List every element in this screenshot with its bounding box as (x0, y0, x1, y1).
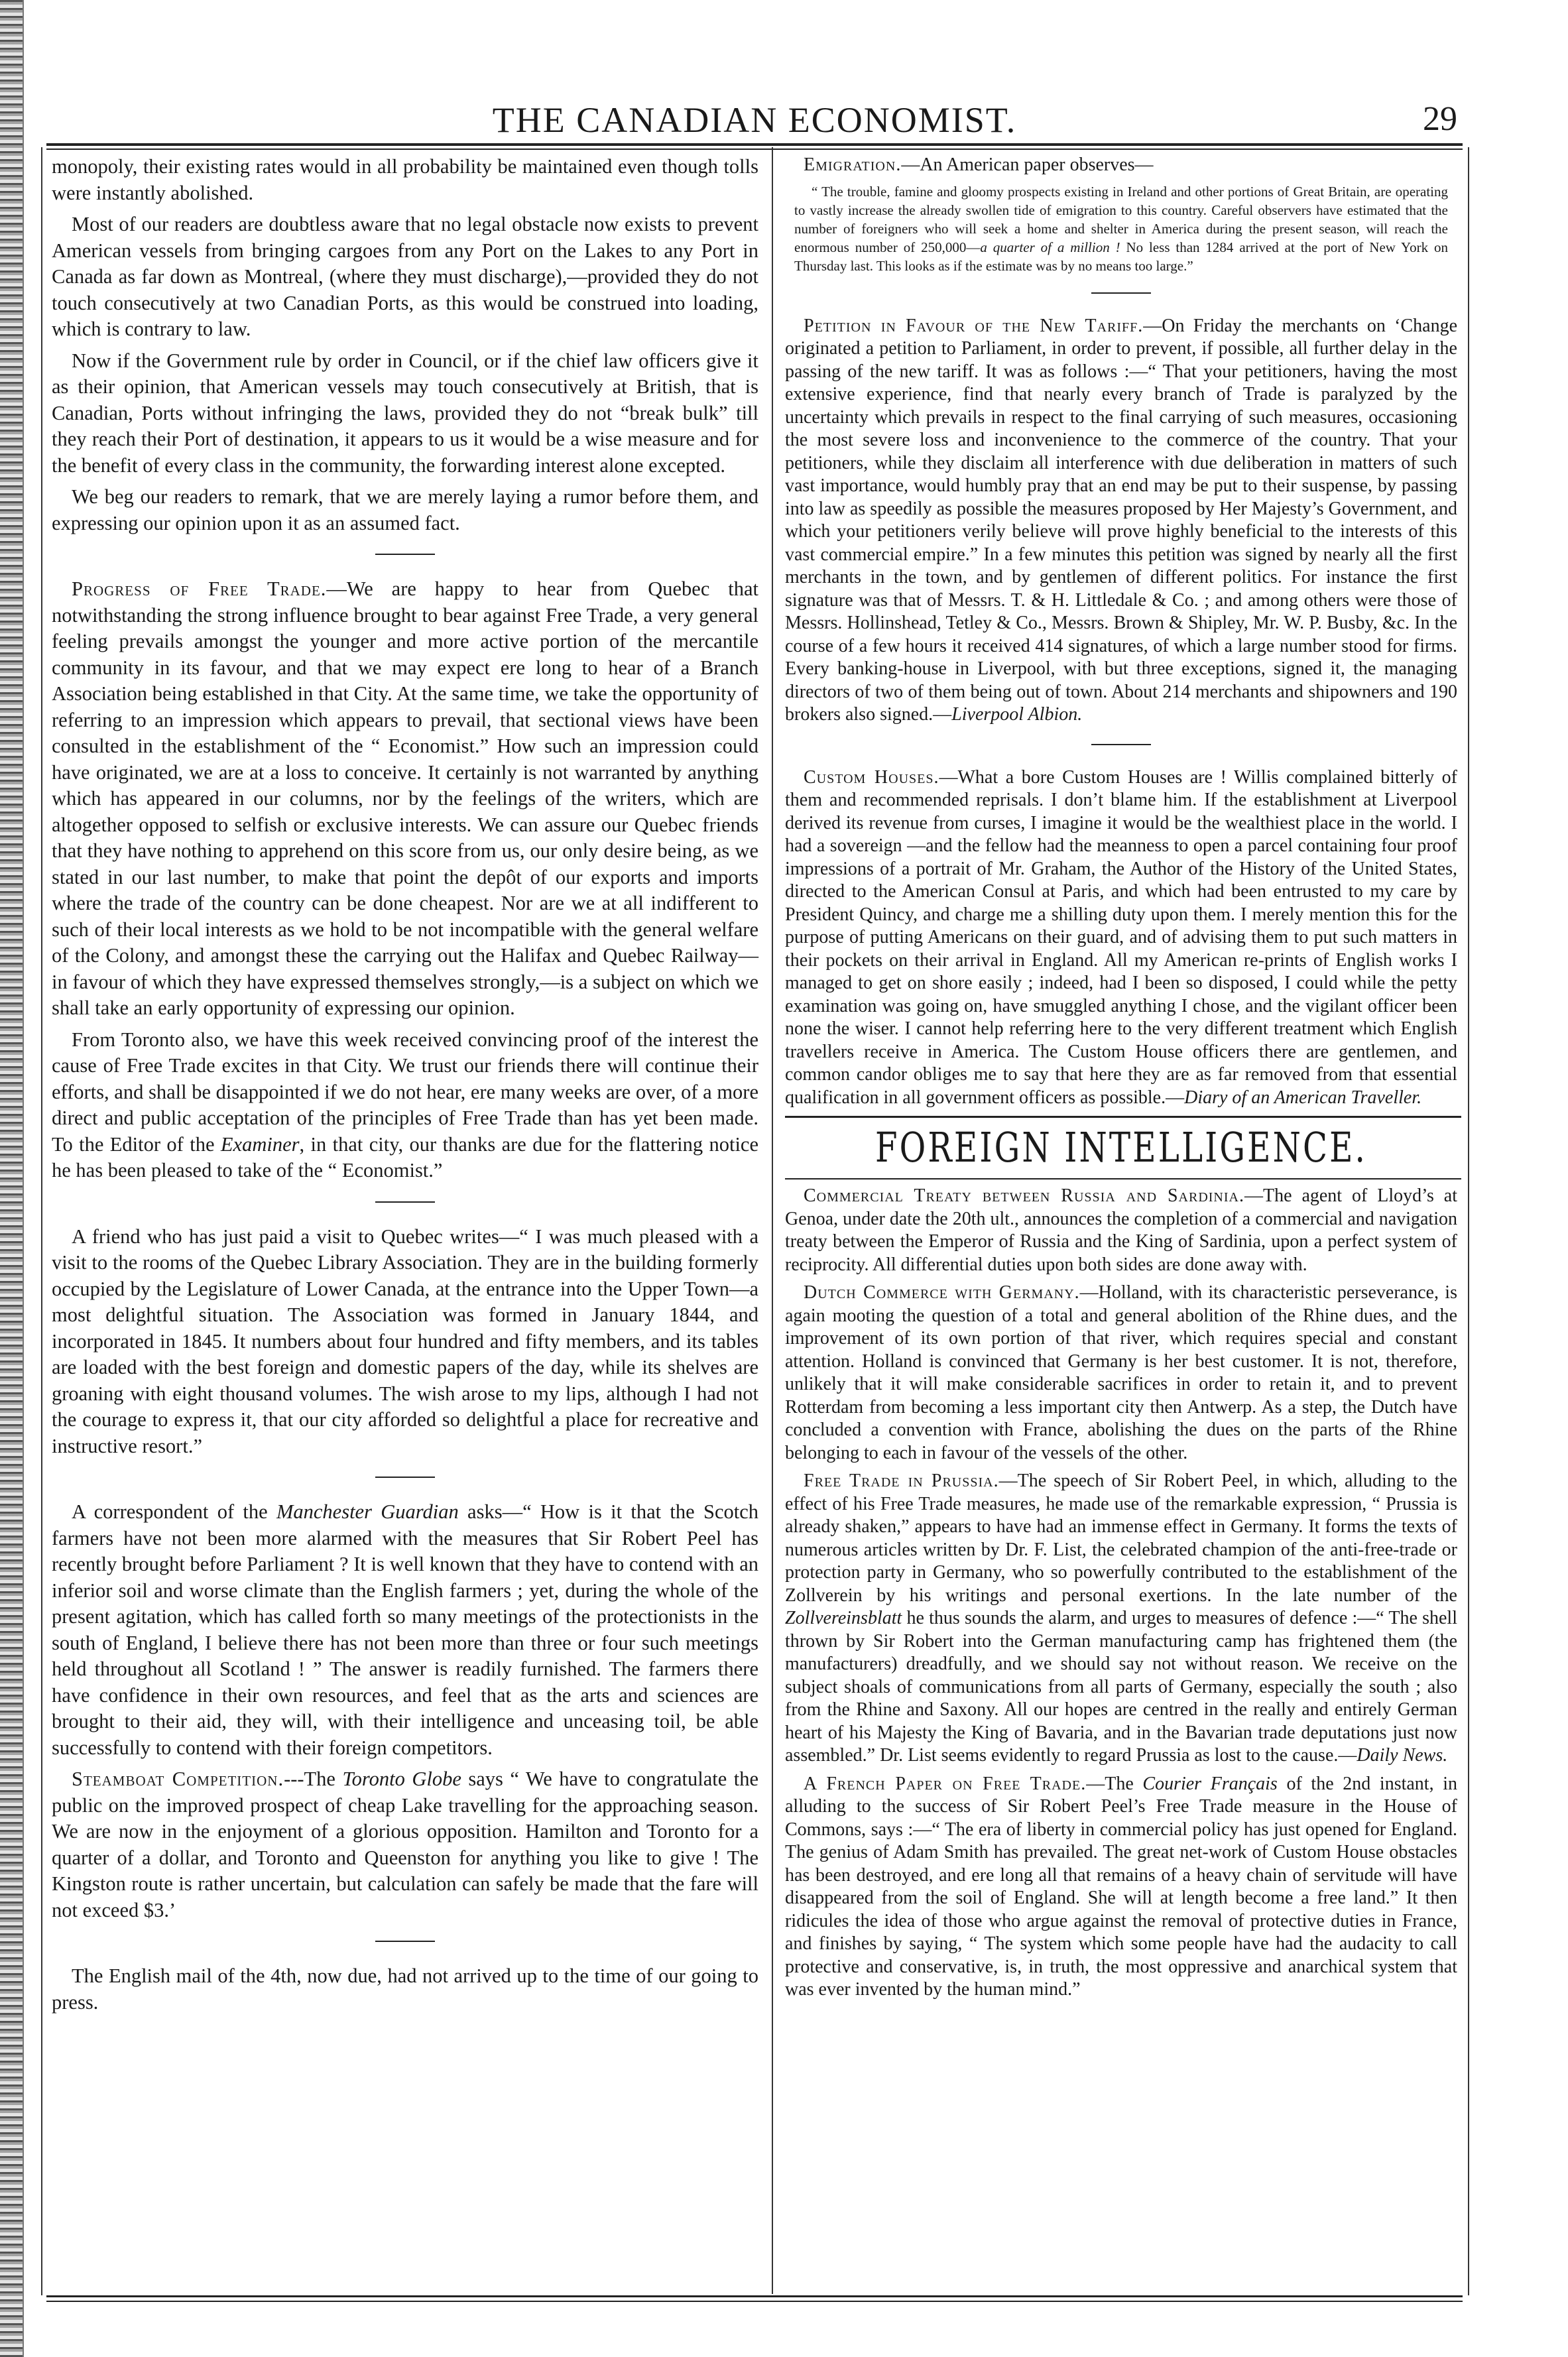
page-number: 29 (1423, 100, 1457, 138)
article-russia-sardinia (785, 1185, 1457, 1276)
page-binding-edge (0, 0, 23, 2357)
article-body: A correspondent of the (72, 1500, 276, 1523)
article-body: —An American paper observes— (901, 154, 1154, 175)
article-separator (375, 554, 435, 555)
article-manchester-guardian (52, 1499, 758, 1761)
article-separator (375, 1941, 435, 1942)
article-heading: Progress of Free Trade. (72, 577, 327, 600)
article-body: —The speech of Sir Robert Peel, in which, alluding to the effect of his Free Trade measures, he made use of the remarkable expression, “ Prussia is already shaken,” appears to have had an immense effect in Germany. It forms the texts of numerous articles written by Dr. F. List, the celebrated champion of the anti-free-trade or protection party in Germany, who so powerfully contributed to the establishment of the Zollverein by his writings and personal exertions. In the late number of the (785, 1471, 1457, 1606)
newspaper-name: Examiner (220, 1132, 300, 1156)
article-body: he thus sounds the alarm, and urges to measures of defence :—“ The shell thrown by Sir Robert into the German manufacturing camp has frightened them (the manufacturers) dreadfully, and we should say not without reason. We receive on the subject shoals of communications from all parts of Germany, especially the south ; also from the Rhine and Saxony. All our hopes are centred in the really and entirely German heart of his Majesty the King of Bavaria, and in the Bavarian trade deputations just now assembled.” Dr. List seems evidently to regard Prussia as lost to the cause.— (785, 1608, 1457, 1766)
newspaper-name: Manchester Guardian (276, 1500, 459, 1523)
article-heading: Dutch Commerce with Germany. (804, 1282, 1080, 1303)
paragraph-english-mail: The English mail of the 4th, now due, had not arrived up to the time of our going to press. (52, 1964, 758, 2014)
article-heading: Steamboat Competition. (72, 1768, 284, 1790)
article-separator (375, 1201, 435, 1203)
article-source: Daily News. (1357, 1745, 1448, 1766)
article-body: ---The (284, 1768, 343, 1790)
article-heading: Free Trade in Prussia. (804, 1471, 999, 1491)
header-rule (46, 143, 1463, 146)
newspaper-name: Courier Français (1142, 1773, 1278, 1794)
article-separator (375, 1477, 435, 1478)
quote-text: “ The trouble, famine and gloomy prospects existing in Ireland and other portions of Great Britain, are operating to vastly increase the already swollen tide of emigration to this country. Careful observers have estimated that the number of foreigners who will seek a home and shelter in America during the present season, will reach the enormous number of 250,000— (794, 183, 1448, 255)
section-title-foreign-intelligence: FOREIGN INTELLIGENCE. (874, 1123, 1368, 1172)
section-rule (785, 1116, 1461, 1118)
footer-rule (46, 2295, 1463, 2297)
article-progress-free-trade (52, 576, 758, 1022)
emigration-quote (794, 182, 1448, 275)
article-custom-houses (785, 766, 1457, 1110)
paragraph-monopoly: monopoly, their existing rates would in all probability be maintained even though tolls were instantly abolished. (52, 155, 758, 204)
article-source: Diary of an American Traveller. (1184, 1087, 1422, 1108)
article-body: —What a bore Custom Houses are ! Willis complained bitterly of them and recommended reprisals. I don’t blame him. If the establishment at Liverpool derived its revenue from curses, I imagine it would be the wealthiest place in the world. I had a sovereign —and the fellow had the meanness to open a parcel containing four proof impressions of a portrait of Mr. Graham, the Author of the History of the United States, directed to the American Consul at Paris, and which had been entrusted to my care by President Quincy, and charge me a shilling duty upon them. I merely mention this for the purpose of putting Americans on their guard, and of advising them to put such matters in their pockets on their arrival in England. All my American re-prints of English works I managed to get on shore easily ; indeed, had I been so disposed, I could while the petty examination was going on, have smuggled anything I chose, and the vigilant officer been none the wiser. I cannot help referring here to the very different treatment which English travellers receive in America. The Custom House officers there are gentlemen, and common candor obliges me to say that here they are as far removed from that essential qualification in all government officers as possible.— (785, 766, 1457, 1108)
article-body: of the 2nd instant, in alluding to the success of Sir Robert Peel’s Free Trade measure in the House of Commons, says :—“ The era of liberty in commercial policy has just opened for England. The genius of Adam Smith has prevailed. The great net-work of Custom House obstacles has been destroyed, and ere long all that remains of a heavy chain of servitude will have disappeared from the soil of England. She will at length become a free land.” It then ridicules the idea of those who argue against the removal of protective duties in France, and finishes by saying, “ The system which some people have had the audacity to call protective and conservative, is, in truth, the most oppressive and anarchical system that was ever invented by the human mind.” (785, 1773, 1458, 2000)
article-body: From Toronto also, we have this week received convincing proof of the interest the cause of Free Trade excites in that City. We trust our friends there will continue their efforts, and shall be disappointed if we do not hear, ere many weeks are over, of a more direct and public acceptation of the principles of Free Trade than has yet been made. To the Editor of the (52, 1028, 758, 1156)
article-heading: Custom Houses. (804, 766, 939, 788)
left-column (52, 154, 758, 2021)
article-separator (1091, 292, 1151, 294)
paragraph-government-rule: Now if the Government rule by order in Council, or if the chief law officers give it as their opinion, that American vessels may touch consecutively at British, that is Canadian, Ports without infringing the laws, provided they do not “break bulk” till they reach their Port of destination, it appears to us it would be a wise measure and for the benefit of every class in the community, the forwarding interest alone excepted. (52, 349, 758, 477)
newspaper-name: Zollvereinsblatt (785, 1608, 902, 1628)
page-header (52, 99, 1457, 142)
article-french-paper (785, 1773, 1457, 2002)
newspaper-name: Toronto Globe (342, 1768, 461, 1790)
article-toronto (52, 1027, 758, 1184)
article-source: Liverpool Albion. (951, 704, 1083, 725)
article-steamboat (52, 1766, 758, 1923)
article-body: —On Friday the merchants on ‘Change originated a petition to Parliament, in order to prevent, if possible, all further delay in the passing of the new tariff. It was as follows :—“ That your petitioners, having the most extensive experience, find that nearly every branch of Trade is paralyzed by the uncertainty which prevails in respect to the final carrying of such measures, occasioning the most severe loss and inconvenience to the commerce of the country. That your petitioners, while they disclaim all interference with due deliberation in matters of such vast importance, would humbly pray that an end may be put to their suspense, by passing into law as speedily as possible the measures proposed by Her Majesty’s Government, and which your petitioners verily believe will prove highly beneficial to the interests of this vast commercial empire.” In a few minutes this petition was signed by nearly all the first merchants in the town, and by gentlemen of different politics. For instance the first signature was that of Messrs. T. & H. Littledale & Co. ; and among others were those of Messrs. Hollinshead, Tetley & Co., Messrs. Brown & Shipley, Mr. W. P. Busby, &c. In the course of a few hours it received 414 signatures, of which a large number stood for firms. Every banking-house in Liverpool, with but three exceptions, signed it, the managing directors of two of them being out of town. About 214 merchants and shipowners and 190 brokers also signed.— (785, 315, 1458, 725)
article-body: —The (1086, 1773, 1143, 1794)
article-separator (1091, 744, 1151, 745)
quote-text: No less than 1284 arrived at the port of New York on Thursday last. This looks as if the estimate was by no means too large.” (794, 239, 1448, 274)
article-quebec-library: A friend who has just paid a visit to Quebec writes—“ I was much pleased with a visit to the rooms of the Quebec Library Association. They are in the building formerly occupied by the Legislature of Lower Canada, at the entrance into the Upper Town—a most delightful situation. The Association was formed in January 1844, and incorporated in 1845. It numbers about four hundred and fifty members, and its tables are loaded with the best foreign and domestic papers of the day, while its shelves are groaning with eight thousand volumes. The wish arose to my lips, although I had not the courage to express it, that our city afforded so delightful a place for recreative and instructive resort.” (52, 1225, 758, 1457)
column-divider (772, 147, 773, 2294)
footer-rule-thin (46, 2301, 1463, 2302)
article-body: says “ We have to congratulate the public on the improved prospect of cheap Lake travelling for the approaching season. We are now in the enjoyment of a glorious opposition. Hamilton and Toronto for a quarter of a dollar, and Toronto and Queenston for anything you like to give ! The Kingston route is rather uncertain, but calculation can safely be made that the fare will not exceed $3.’ (52, 1768, 758, 1921)
article-petition-new-tariff (785, 315, 1457, 727)
paragraph-legal-obstacle: Most of our readers are doubtless aware that no legal obstacle now exists to prevent American vessels from bringing cargoes from any Port on the Lakes to any Port in Canada as far down as Montreal, (where they must discharge),—provided they do not touch consecutively at two Canadian Ports, as this would be construed into loading, which is contrary to law. (52, 213, 758, 340)
frame-left-rule (41, 147, 42, 2295)
article-dutch-commerce (785, 1282, 1457, 1465)
header-rule-thin (46, 149, 1463, 150)
paragraph-rumor: We beg our readers to remark, that we are merely laying a rumor before them, and expressing our opinion upon it as an assumed fact. (52, 485, 758, 534)
article-heading: Petition in Favour of the New Tariff. (804, 315, 1144, 336)
masthead-title: THE CANADIAN ECONOMIST. (492, 100, 1017, 140)
article-body: —Holland, with its characteristic perseverance, is again mooting the question of a total and general abolition of the Rhine dues, and the improvement of its own portion of that river, which requires special and constant attention. Holland is convinced that Germany is her best customer. It is not, therefore, unlikely that it will make considerable sacrifices in order to retain it, and to prevent Rotterdam from becoming a less important city then Antwerp. As a step, the Dutch have concluded a convention with France, abolishing the dues on the parts of the Rhine belonging to each in favour of the vessels of the other. (785, 1282, 1457, 1463)
article-body: , in that city, our thanks are due for the flattering notice he has been pleased to take of the “ Economist.” (52, 1132, 758, 1181)
frame-right-rule (1468, 147, 1469, 2295)
right-column (785, 154, 1457, 2007)
article-emigration (785, 154, 1457, 177)
article-free-trade-prussia (785, 1470, 1457, 1768)
article-body: —We are happy to hear from Quebec that notwithstanding the strong influence brought to bear against Free Trade, a very general feeling prevails amongst the younger and more active portion of the mercantile community in its favour, and that we may expect ere long to hear of a Branch Association being established in that City. At the same time, we take the opportunity of referring to an impression which appears to prevail, that sectional views have been consulted in the establishment of the “ Economist.” How such an impression could have originated, we are at a loss to conceive. It certainly is not warranted by anything which has appeared in our columns, nor by the feelings of the writers, which are altogether opposed to selfish or exclusive interests. We can assure our Quebec friends that they have nothing to apprehend on this score from us, our only desire being, as we stated in our last number, to make that point the depôt of our exports and imports where the trade of the country can be done cheapest. Nor are we at all indifferent to such of their local interests as we hold to be not incompatible with the general welfare of the Colony, and amongst these the carrying out the Halifax and Quebec Railway—in favour of which they have expressed themselves strongly,—is a subject on which we shall take an early opportunity of expressing our opinion. (52, 577, 758, 1019)
article-heading: Emigration. (804, 154, 902, 175)
article-body: —The agent of Lloyd’s at Genoa, under date the 20th ult., announces the completion of a commercial and navigation treaty between the Emperor of Russia and the King of Sardinia, upon a perfect system of reciprocity. All differential duties upon both sides are done away with. (785, 1185, 1457, 1275)
article-heading: Commercial Treaty between Russia and Sardinia. (804, 1185, 1244, 1206)
article-body: asks—“ How is it that the Scotch farmers have not been more alarmed with the measures that Sir Robert Peel has recently brought before Parliament ? It is well known that they have to contend with an inferior soil and worse climate than the English farmers ; yet, during the whole of the present agitation, which has called forth so many meetings of the protectionists in the south of England, I believe there has not been more than three or four such meetings held throughout all Scotland ! ” The answer is readily furnished. The farmers there have confidence in their own resources, and feel that as the arts and sciences are brought to their aid, they will, with their intelligence and unceasing toil, be able successfully to contend with their foreign competitors. (52, 1500, 758, 1759)
section-rule (785, 1178, 1461, 1179)
article-heading: A French Paper on Free Trade. (804, 1773, 1087, 1794)
binding-shadow (23, 0, 24, 2357)
quote-emphasis: a quarter of a million ! (980, 239, 1120, 255)
